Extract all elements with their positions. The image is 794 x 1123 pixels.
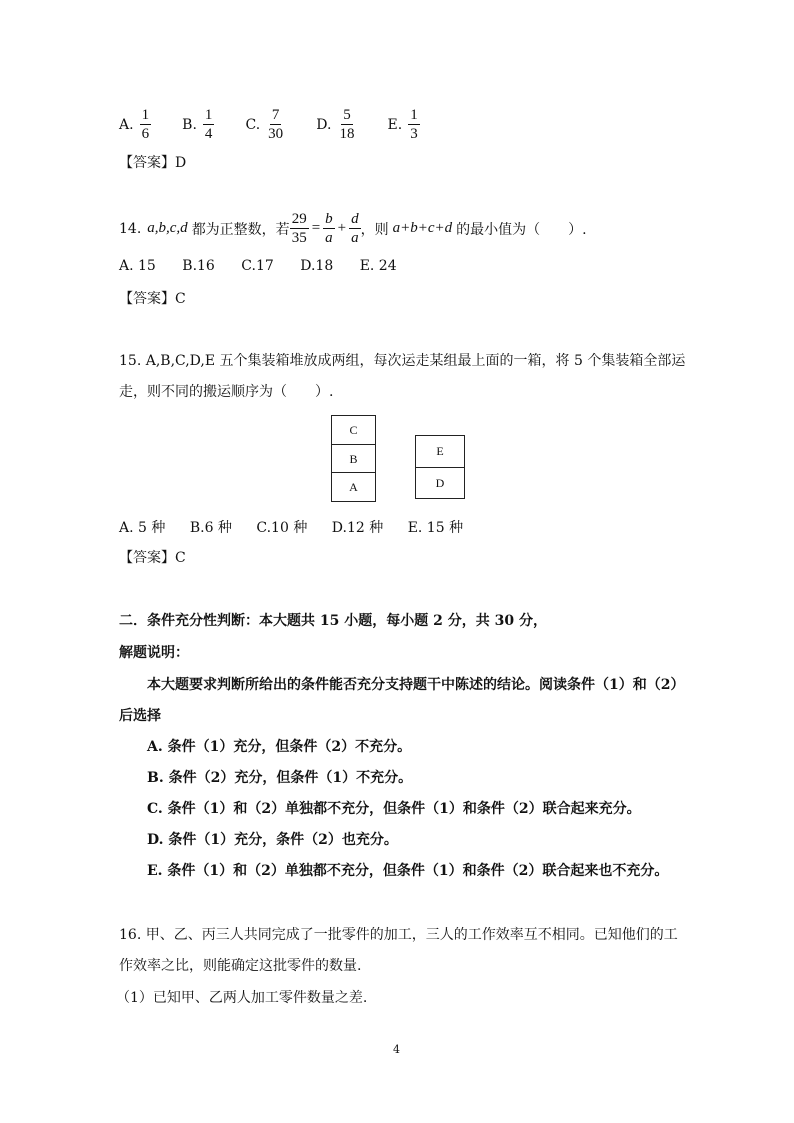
container-a: A (332, 472, 375, 501)
fraction: $\frac{1}{3}$ (410, 107, 418, 142)
choice-d: D. 条件（1）充分，条件（2）也充分。 (147, 832, 398, 848)
fraction: $\frac{7}{30}$ (268, 107, 284, 142)
container-b: B (332, 444, 375, 473)
fraction-b-a: $\frac{b}{a}$ (325, 211, 333, 246)
q14-options (119, 258, 397, 274)
q14-question: 14. a,b,c,d 都为正整数，若 $\frac{29}{35}$ = $\frac{b}{a}$ + $\frac{d}{a}$ ，则 a+b+c+d 的最小值为（ ）. (119, 211, 587, 246)
q15-line-1: 15. A,B,C,D,E 五个集装箱堆放成两组，每次运走某组最上面的一箱，将 5 个集装箱全部运 (119, 353, 686, 369)
fraction-d-a: $\frac{d}{a}$ (351, 211, 359, 246)
section-2-description: 本大题要求判断所给出的条件能否充分支持题干中陈述的结论。阅读条件（1）和（2） (147, 677, 685, 693)
q15-option-e: E. 15 种 (407, 520, 464, 536)
q15-options (119, 517, 463, 537)
q13-option-a: A. $\frac{1}{6}$ (119, 107, 150, 142)
q13-option-c: C. $\frac{7}{30}$ (245, 107, 284, 142)
container-stack-1 (331, 415, 376, 502)
q13-options (119, 106, 446, 143)
container-e: E (436, 444, 444, 458)
choice-c: C. 条件（1）和（2）单独都不充分，但条件（1）和条件（2）联合起来充分。 (147, 801, 641, 817)
q14-answer: 【答案】C (119, 291, 186, 307)
container-d: D (416, 467, 464, 498)
q15-option-d: D.12 种 (331, 520, 384, 536)
q14-option-b: B.16 (182, 258, 215, 274)
q16-line-2: 作效率之比，则能确定这批零件的数量. (119, 958, 362, 974)
container-stack-2 (415, 435, 465, 499)
page-number: 4 (393, 1043, 400, 1056)
choice-b: B. 条件（2）充分，但条件（1）不充分。 (147, 770, 413, 786)
q15-option-a: A. 5 种 (119, 520, 166, 536)
q15-answer: 【答案】C (119, 550, 186, 566)
section-2-heading: 二．条件充分性判断：本大题共 15 小题，每小题 2 分，共 30 分， (119, 613, 547, 629)
q13-answer: 【答案】D (119, 155, 187, 171)
q14-option-c: C.17 (241, 258, 274, 274)
section-2-description-cont: 后选择 (119, 708, 161, 724)
q15-line-2: 走，则不同的搬运顺序为（ ）. (119, 384, 334, 400)
container-c: C (349, 423, 358, 437)
q16-line-1: 16. 甲、乙、丙三人共同完成了一批零件的加工，三人的工作效率互不相同。已知他们的工 (119, 927, 678, 943)
choice-e: E. 条件（1）和（2）单独都不充分，但条件（1）和条件（2）联合起来也不充分。 (147, 863, 669, 879)
q15-option-c: C.10 种 (256, 520, 308, 536)
fraction-29-35: $\frac{29}{35}$ (291, 211, 307, 246)
q13-option-e: E. $\frac{1}{3}$ (387, 107, 418, 142)
fraction: $\frac{1}{4}$ (204, 107, 213, 142)
fraction: $\frac{5}{18}$ (339, 107, 355, 142)
q14-option-a: A. 15 (119, 258, 156, 274)
q16-condition-1: （1）已知甲、乙两人加工零件数量之差. (116, 990, 368, 1006)
section-2-note-label: 解题说明： (119, 645, 189, 661)
q14-option-e: E. 24 (359, 258, 397, 274)
fraction: $\frac{1}{6}$ (141, 107, 150, 142)
choice-a: A. 条件（1）充分，但条件（2）不充分。 (147, 739, 412, 755)
q15-option-b: B.6 种 (189, 520, 232, 536)
q13-option-d: D. $\frac{5}{18}$ (316, 107, 355, 142)
q13-option-b: B. $\frac{1}{4}$ (182, 107, 213, 142)
q14-option-d: D.18 (300, 258, 334, 274)
